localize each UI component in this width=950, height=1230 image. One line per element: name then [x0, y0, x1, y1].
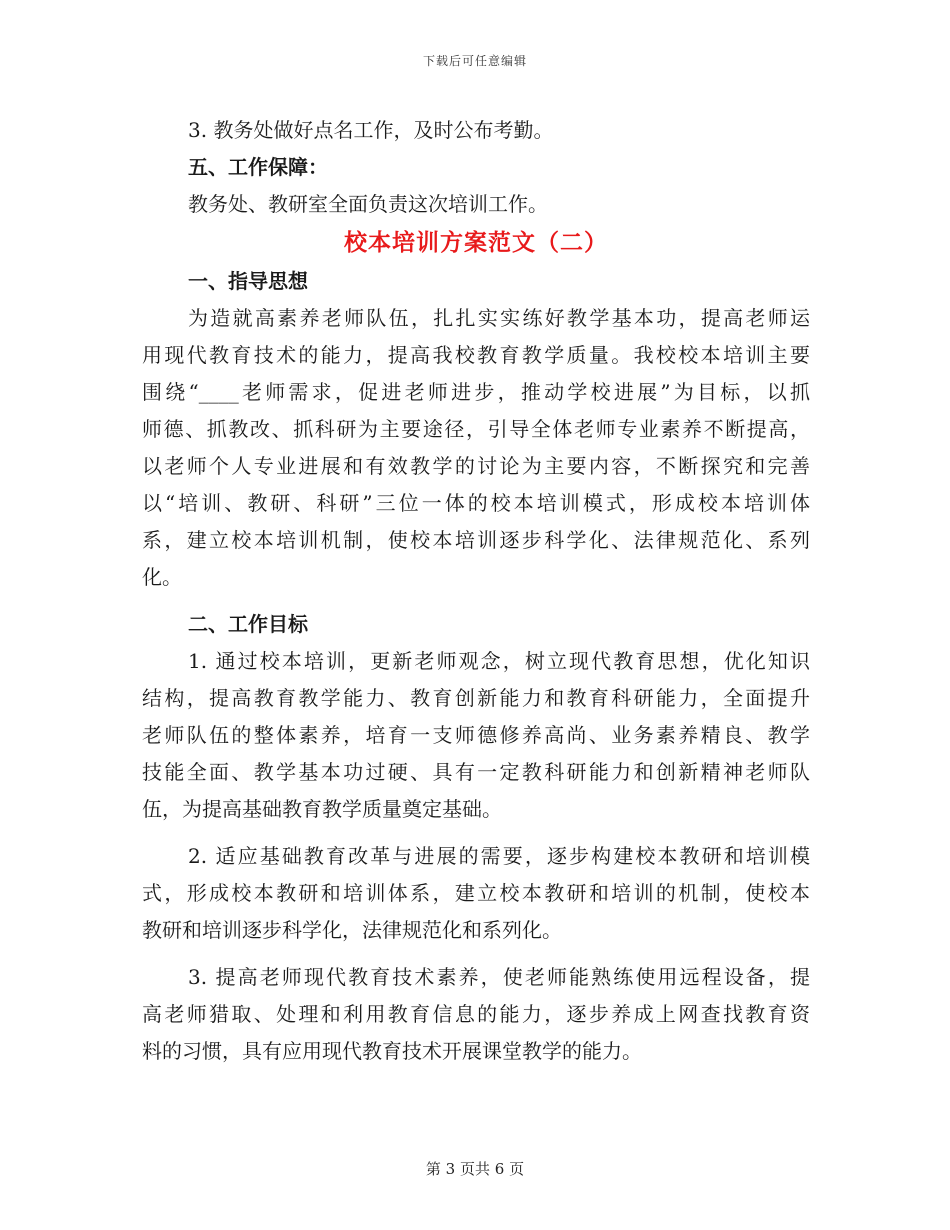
- paragraph-line: 式，形成校本教研和培训体系，建立校本教研和培训的机制，使校本: [142, 881, 810, 905]
- paragraph-line: 围绕“____老师需求，促进老师进步，推动学校进展”为目标，以抓: [142, 380, 810, 404]
- paragraph-line: 伍，为提高基础教育教学质量奠定基础。: [142, 797, 502, 821]
- paragraph-line: 系，建立校本培训机制，使校本培训逐步科学化、法律规范化、系列: [142, 528, 810, 552]
- page-header-note: 下载后可任意编辑: [422, 54, 527, 68]
- paragraph-line: 用现代教育技术的能力，提高我校教育教学质量。我校校本培训主要: [142, 343, 810, 367]
- paragraph-line: 化。: [142, 565, 182, 589]
- paragraph-line: 教务处、教研室全面负责这次培训工作。: [188, 192, 548, 216]
- paragraph-line: 料的习惯，具有应用现代教育技术开展课堂教学的能力。: [142, 1039, 642, 1063]
- page-number: 第 3 页共 6 页: [425, 1160, 525, 1178]
- paragraph-line: 以“培训、教研、科研”三位一体的校本培训模式，形成校本培训体: [142, 491, 810, 515]
- paragraph-line: 3. 提高老师现代教育技术素养，使老师能熟练使用远程设备，提: [188, 965, 810, 989]
- section-heading: 一、指导思想: [188, 269, 308, 293]
- paragraph-line: 3. 教务处做好点名工作，及时公布考勤。: [188, 118, 554, 142]
- paragraph-line: 老师队伍的整体素养，培育一支师德修养高尚、业务素养精良、教学: [142, 723, 810, 747]
- paragraph-line: 技能全面、教学基本功过硬、具有一定教科研能力和创新精神老师队: [142, 760, 810, 784]
- paragraph-line: 1. 通过校本培训，更新老师观念，树立现代教育思想，优化知识: [188, 649, 810, 673]
- paragraph-line: 以老师个人专业进展和有效教学的讨论为主要内容，不断探究和完善: [142, 454, 810, 478]
- paragraph-line: 高老师猎取、处理和利用教育信息的能力，逐步养成上网查找教育资: [142, 1002, 810, 1026]
- document-body: [142, 112, 810, 1070]
- section-title: 校本培训方案范文（二）: [344, 229, 608, 256]
- paragraph-line: 师德、抓教改、抓科研为主要途径，引导全体老师专业素养不断提高，: [142, 417, 810, 441]
- section-heading: 五、工作保障：: [188, 155, 328, 179]
- section-heading: 二、工作目标: [188, 612, 308, 636]
- paragraph-line: 结构，提高教育教学能力、教育创新能力和教育科研能力，全面提升: [142, 686, 810, 710]
- paragraph-line: 2. 适应基础教育改革与进展的需要，逐步构建校本教研和培训模: [188, 844, 810, 868]
- paragraph-line: 教研和培训逐步科学化，法律规范化和系列化。: [142, 918, 562, 942]
- paragraph-line: 为造就高素养老师队伍，扎扎实实练好教学基本功，提高老师运: [188, 306, 810, 330]
